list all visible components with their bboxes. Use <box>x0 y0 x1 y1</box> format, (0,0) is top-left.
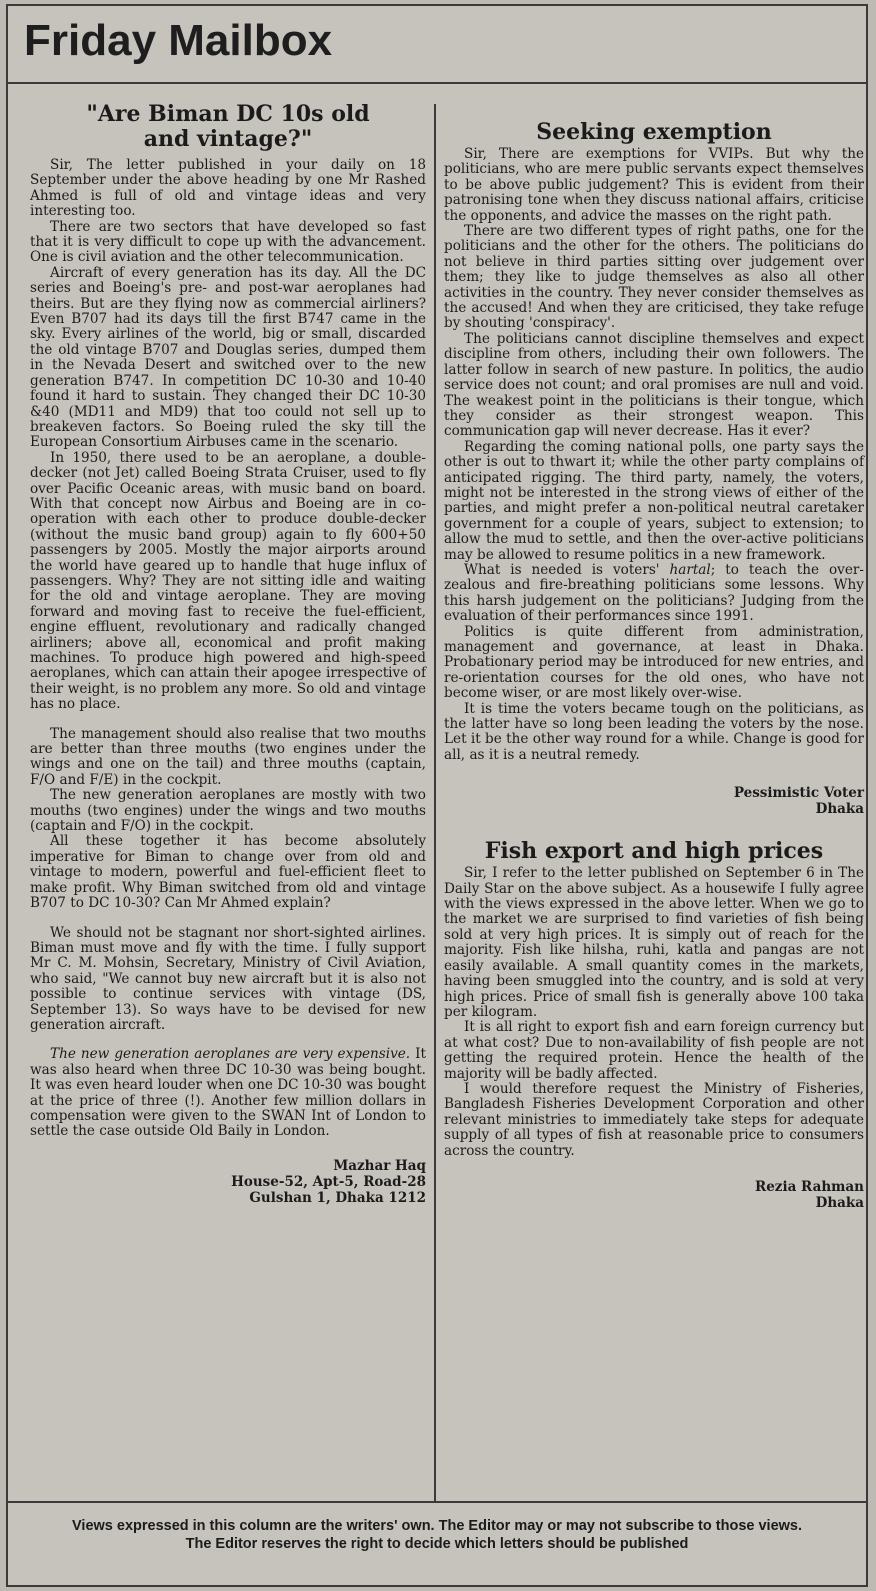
hartal-word: hartal <box>669 561 711 578</box>
letter-paragraph: Politics is quite different from administration, management and governance, at least in Dhaka. Probationary period may be introduced for new entries, and re-orientation courses for the old ones, who have not become wiser, or are most likely over-wise. <box>444 623 864 702</box>
paragraph-text: It was also heard when three DC 10-30 was being bought. It was even heard louder when one DC 10-30 was bought at the price of three (!). Another few million dollars in compensation were given to the SWAN Int of London to settle the case outside Old Baily in London. <box>30 1046 426 1140</box>
letter-paragraph: There are two different types of right paths, one for the politicians and the other for the others. The politicians do not believe in third parties sitting over judgement over them; they like to judge themselves as also all other activities in the country. They never consider themselves as the accused! And when they are criticised, they take refuge by shouting 'conspiracy'. <box>444 223 864 332</box>
signature-address: Gulshan 1, Dhaka 1212 <box>249 1189 426 1206</box>
signature-name: Mazhar Haq <box>333 1157 426 1174</box>
letter-signature <box>444 785 864 817</box>
letter-paragraph: Regarding the coming national polls, one party says the other is out to thwart it; while the other party complains of anticipated rigging. The third party, namely, the voters, might not be interested in the strong views of either of the parties, and might prefer a non-political neutral caretaker government for a couple of years, subject to extension; to allow the mud to settle, and then the over-active politicians may be allowed to resume politics in a new framework. <box>444 438 864 563</box>
headline-line: "Are Biman DC 10s old <box>86 101 370 127</box>
letter-paragraph <box>30 1047 426 1139</box>
letter-biman <box>30 102 426 1206</box>
letter-signature <box>30 1158 426 1206</box>
letter-headline: Fish export and high prices <box>484 838 824 865</box>
punctuation: ; <box>710 561 716 578</box>
disclaimer-line: The Editor reserves the right to decide which letters should be published <box>185 1536 689 1552</box>
masthead <box>8 6 866 84</box>
letter-paragraph: Sir, There are exemptions for VVIPs. But why the politicians, who are mere public servants expect themselves to be above public judgement? This is evident from their patronising tone when they discuss national affairs, criticise the opponents, and advice the masses on the right path. <box>444 146 864 224</box>
signature-name: Rezia Rahman <box>755 1178 864 1195</box>
column-divider <box>434 104 436 1502</box>
letter-paragraph: In 1950, there used to be an aeroplane, a double-decker (not Jet) called Boeing Strata Cruiser, used to fly over Pacific Oceanic areas, with music band on board. With that concept now Airbus and Boeing are in co-operation with each other to produce double-decker (without the music band group) again to fly 600+50 passengers by 2005. Mostly the major airports around the world have geared up to handle that huge influx of passengers. Why? They are not sitting idle and waiting for the old and vintage aeroplane. They are moving forward and moving fast to receive the fuel-efficient, engine effluent, revolutionary and radically changed airliners; above all, economical and profit making machines. To produce high powered and high-speed aeroplanes, which can attain their apogee irrespective of their weight, is no problem any more. So old and vintage has no place. <box>30 449 426 713</box>
letter-paragraph: It is time the voters became tough on the politicians, as the latter have so long been leading the voters by the nose. Let it be the other way round for a while. Change is good for all, as it is a neutral remedy. <box>444 700 864 763</box>
letter-paragraph: I would therefore request the Ministry of Fisheries, Bangladesh Fisheries Development Corporation and other relevant ministries to immediately take steps for adequate supply of all types of fish at reasonable price to consumers across the country. <box>444 1080 864 1159</box>
paragraph-text: to teach the over-zealous and fire-breathing politicians some lessons. Why this harsh judgement on the politicians? Judging from the evaluation of their performances since 1991. <box>444 561 864 625</box>
section-title: Friday Mailbox <box>24 16 333 65</box>
letter-paragraph: The politicians cannot discipline themselves and expect discipline from others, including their own followers. The latter follow in search of new pasture. In politics, the audio service does not count; and oral promises are null and void. The weakest point in the politicians is their tongue, which they consider as their strongest weapon. This communication gap will never decrease. Has it ever? <box>444 330 864 440</box>
signature-address: Dhaka <box>815 801 864 818</box>
headline-line: and vintage?" <box>143 126 313 152</box>
letter-paragraph: It is all right to export fish and earn foreign currency but at what cost? Due to non-availability of fish people are not getting the required protein. Hence the health of the majority will be badly affected. <box>444 1019 864 1082</box>
letter-paragraph: There are two sectors that have developed so fast that it is very difficult to cope up with the advancement. One is civil aviation and the other telecommunication. <box>30 218 426 266</box>
italic-lead: The new generation aeroplanes are very expensive. <box>50 1046 411 1063</box>
paragraph-text: What is needed is voters' <box>464 561 660 578</box>
letter-paragraph: The management should also realise that two mouths are better than three mouths (two engines under the wings and one on the tail) and three mouths (captain, F/O and F/E) in the cockpit. <box>30 725 426 788</box>
signature-address: Dhaka <box>815 1194 864 1211</box>
right-column <box>444 102 864 1211</box>
letter-headline <box>30 102 426 152</box>
letter-headline: Seeking exemption <box>536 119 772 145</box>
letter-paragraph: Aircraft of every generation has its day. All the DC series and Boeing's pre- and post-war aeroplanes had theirs. But are they flying now as commercial airliners? Even B707 had its days till the first B747 came in the sky. Every airlines of the world, big or small, discarded the old vintage B707 and Douglas series, dumped them in the Nevada Desert and switched over to the new generation B747. In competition DC 10-30 and 10-40 found it hard to sustain. They changed their DC 10-30 &40 (MD11 and MD9) that too could not sell up to breakeven factors. So Boeing ruled the sky till the European Consortium Airbuses came in the scenario. <box>30 264 426 451</box>
newspaper-page <box>6 4 868 1587</box>
editorial-disclaimer <box>8 1501 866 1585</box>
letter-signature <box>444 1179 864 1211</box>
signature-address: House-52, Apt-5, Road-28 <box>231 1173 426 1190</box>
letter-paragraph: All these together it has become absolutely imperative for Biman to change over from old and vintage to modern, powerful and fuel-efficient fleet to make profit. Why Biman switched from old and vintage B707 to DC 10-30? Can Mr Ahmed explain? <box>30 833 426 912</box>
letter-paragraph: Sir, The letter published in your daily on 18 September under the above heading by one Mr Rashed Ahmed is full of old and vintage ideas and very interesting too. <box>30 157 426 220</box>
letter-paragraph: The new generation aeroplanes are mostly with two mouths (two engines) under the wings and two mouths (captain and F/O) in the cockpit. <box>30 787 426 835</box>
letter-paragraph: We should not be stagnant nor short-sighted airlines. Biman must move and fly with the time. I fully support Mr C. M. Mohsin, Secretary, Ministry of Civil Aviation, who said, "We cannot buy new aircraft but it is also not possible to continue services with vintage (DS, September 13). So ways have to be devised for new generation aircraft. <box>30 924 426 1033</box>
letter-paragraph <box>444 563 864 625</box>
disclaimer-line: Views expressed in this column are the writers' own. The Editor may or may not subscribe to those views. <box>72 1518 802 1534</box>
signature-name: Pessimistic Voter <box>733 785 864 802</box>
letter-paragraph: Sir, I refer to the letter published on September 6 in The Daily Star on the above subject. As a housewife I fully agree with the views expressed in the above letter. When we go to the market we are surprised to find varieties of fish being sold at very high prices. It is simply out of reach for the majority. Fish like hilsha, ruhi, katla and pangas are not easily available. A small quantity comes in the markets, having been smuggled into the country, and is sold at very high prices. Price of small fish is generally above 100 taka per kilogram. <box>444 865 864 1020</box>
